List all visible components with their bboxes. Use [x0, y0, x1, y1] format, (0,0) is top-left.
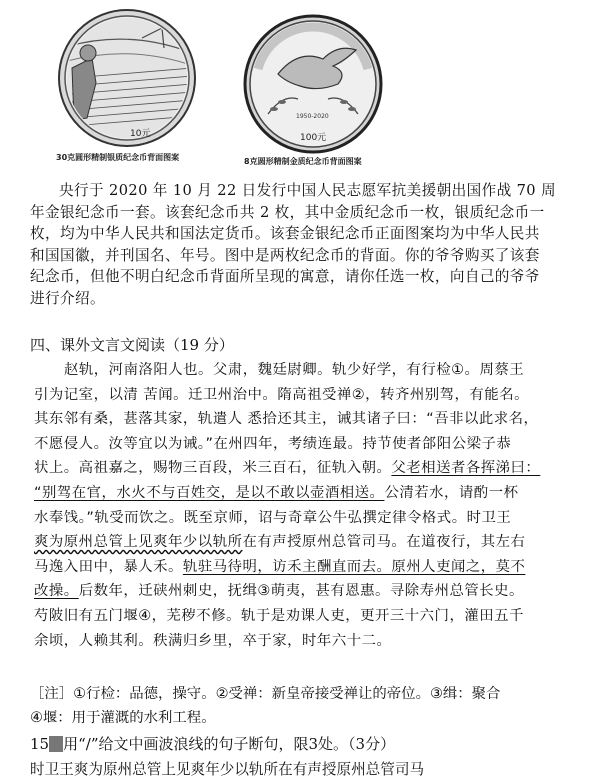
- passage-line: [34, 456, 574, 481]
- cutoff-line: 时卫王爽为原州总管上见爽年少以轨所在有声授原州总管司马: [30, 761, 425, 778]
- passage-line: [34, 579, 574, 604]
- section-heading: 四、课外文言文阅读（19 分）: [30, 336, 234, 354]
- passage-text: 公清若水，请酌一杯: [384, 484, 519, 501]
- passage-text: 在有声授原州总管司马。在道夜行，其左右: [242, 534, 526, 551]
- gold-coin-caption: 8克圆形精制金质纪念币背面图案: [244, 157, 362, 166]
- passage-line: [34, 530, 574, 555]
- passage-line: 不愿侵人。汝等宜以为诫。”在州四年，考绩连最。持节使者郃阳公梁子恭: [34, 435, 512, 452]
- question-15: [30, 733, 395, 754]
- passage-line: 引为记室，以清 苦闻。迁卫州治中。隋高祖受禅②，转齐州别驾，有能名。: [34, 386, 529, 403]
- intro-line: 进行介绍。: [30, 289, 105, 307]
- passage-line: 其东邻有桑，葚落其家，轨遣人 悉拾还其主，诫其诸子曰：“吾非以此求名，: [34, 411, 539, 428]
- wavy-underlined-sentence: 爽为原州总管上见爽年少以轨所: [34, 534, 243, 551]
- passage-line: [34, 555, 574, 580]
- gold-coin-denomination: 100元: [300, 133, 327, 143]
- passage-line: 水奉饯。”轨受而饮之。既至京师，诏与奇章公牛弘撰定律令格式。时卫王: [34, 509, 512, 526]
- question-number: 15: [30, 735, 50, 753]
- passage-line: 赵轨，河南洛阳人也。父肃，魏廷尉卿。轨少好学，有行检①。周蔡王: [64, 362, 525, 378]
- question-text: 用“/”给文中画波浪线的句子断句，限3处。（3分）: [63, 735, 396, 753]
- coin-figures: [0, 0, 598, 172]
- note-line: ④堰：用于灌溉的水利工程。: [30, 710, 216, 726]
- note-line: ［注］①行检：品德，操守。②受禅：新皇帝接受禅让的帝位。③缉：聚合: [30, 686, 501, 702]
- scan-smudge: [49, 736, 63, 752]
- passage-line: 芍陂旧有五门堰④，芜秽不修。轨于是劝课人吏，更开三十六门，灌田五千: [34, 607, 524, 624]
- classical-passage: [34, 358, 574, 653]
- intro-paragraph: [30, 180, 575, 310]
- passage-text: 状上。高祖嘉之，赐物三百段，米三百石，征轨入朝。: [34, 460, 392, 477]
- passage-text: 后数年，迁硖州刺史，抚缉③萌夷，甚有恩惠。寻除寿州总管长史。: [78, 583, 524, 600]
- gold-coin-years: 1950-2020: [296, 113, 329, 120]
- silver-coin-denomination: 10元: [130, 129, 151, 139]
- intro-line: 纪念币，但他不明白纪念币背面所呈现的寓意，请你任选一枚，向自己的爷爷: [30, 268, 540, 286]
- passage-line: 余顷，人赖其利。秩满归乡里，卒于家，时年六十二。: [34, 632, 392, 649]
- annotations: [30, 682, 575, 730]
- intro-line: 央行于 2020 年 10 月 22 日发行中国人民志愿军抗美援朝出国作战 70 周: [59, 182, 557, 199]
- underlined-sentence: 轨驻马待明，访禾主酬直而去。原州人吏闻之，莫不: [182, 558, 526, 575]
- silver-coin-caption: 30克圆形精制银质纪念币背面图案: [56, 153, 180, 162]
- underlined-sentence: 改操。: [34, 583, 79, 600]
- passage-text: 马逸入田中，暴人禾。: [34, 558, 183, 575]
- silver-coin-image: [52, 8, 202, 148]
- intro-line: 和国国徽，并刊国名、年号。图中是两枚纪念币的背面。你的爷爷购买了该套: [30, 246, 540, 264]
- underlined-sentence: 父老相送者各挥涕曰：: [391, 460, 541, 477]
- passage-line: [34, 481, 574, 506]
- intro-line: 年金银纪念币一套。该套纪念币共 2 枚，其中金质纪念币一枚，银质纪念币一: [30, 203, 545, 221]
- underlined-sentence: “别驾在官，水火不与百姓交，是以不敢以壶酒相送。: [34, 484, 385, 501]
- intro-line: 枚，均为中华人民共和国法定货币。该套金银纪念币正面图案均为中华人民共: [30, 225, 540, 243]
- gold-coin-image: [238, 14, 388, 154]
